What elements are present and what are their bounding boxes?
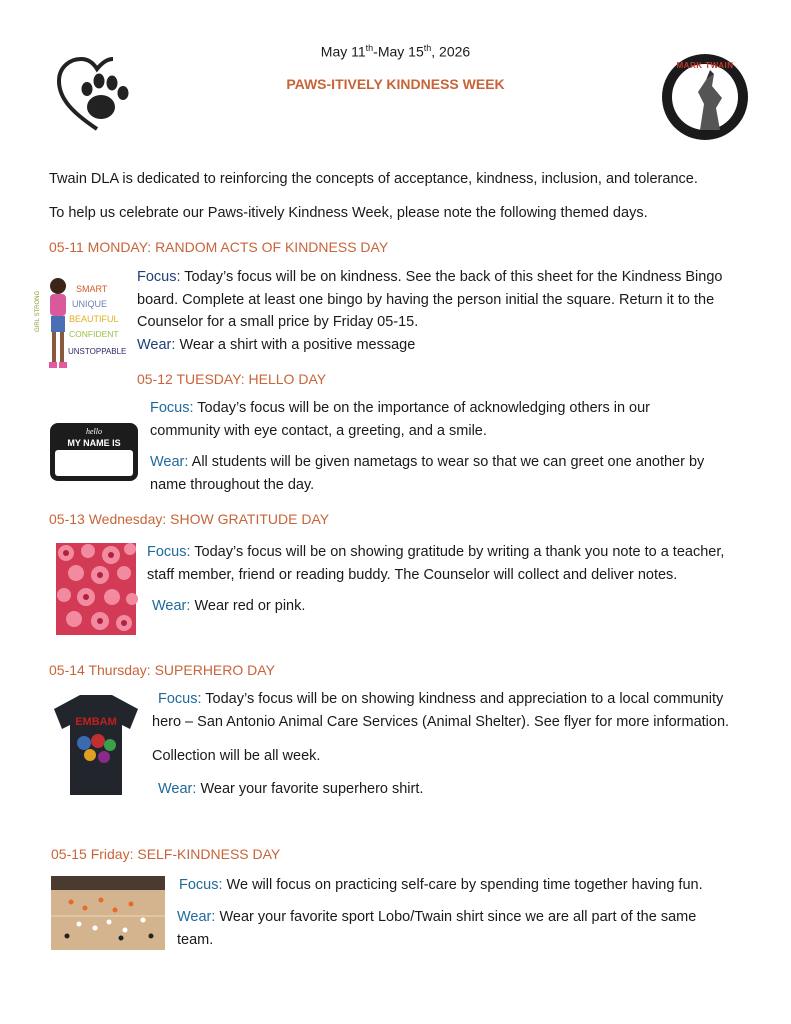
intro-line-1: Twain DLA is dedicated to reinforcing the concepts of acceptance, kindness, inclusion, and tolerance. xyxy=(49,171,698,187)
friday-wear: Wear: Wear your favorite sport Lobo/Twain shirt since we are all part of the same team. xyxy=(177,909,697,948)
wear-label: Wear: xyxy=(137,336,176,353)
wednesday-wear: Wear: Wear red or pink. xyxy=(152,598,306,614)
page-title: PAWS-ITIVELY KINDNESS WEEK xyxy=(286,76,505,92)
roses-image xyxy=(56,543,136,635)
name-tag-image xyxy=(49,422,139,482)
image-word: GIRL STRONG xyxy=(35,290,41,332)
wear-label: Wear: xyxy=(152,598,191,614)
gym-photo-image xyxy=(51,876,165,950)
date-range: May 11th-May 15th, 2026 xyxy=(320,43,471,60)
day-heading-wednesday: 05-13 Wednesday: SHOW GRATITUDE DAY xyxy=(49,511,330,527)
superhero-shirt-image xyxy=(50,693,142,797)
logo-text: MARK TWAIN xyxy=(676,61,734,70)
thursday-extra: Collection will be all week. xyxy=(152,748,321,764)
tuesday-focus: Focus: Today’s focus will be on the importance of acknowledging others in our community with eye contact, a greeting, and a smile. xyxy=(150,400,651,439)
tag-name: MY NAME IS xyxy=(67,438,121,448)
focus-label: Focus: xyxy=(150,400,194,416)
day-heading-friday: 05-15 Friday: SELF-KINDNESS DAY xyxy=(51,846,281,862)
image-word: UNSTOPPABLE xyxy=(68,347,127,356)
tag-hello: hello xyxy=(86,427,102,436)
school-logo xyxy=(660,52,750,142)
positive-message-image xyxy=(36,272,128,374)
tuesday-wear: Wear: All students will be given nametags to wear so that we can greet one another by name throughout the day. xyxy=(150,454,705,493)
day-heading-thursday: 05-14 Thursday: SUPERHERO DAY xyxy=(49,662,275,678)
image-word: BEAUTIFUL xyxy=(69,314,119,324)
focus-label: Focus: xyxy=(179,877,223,893)
day-heading-tuesday: 05-12 TUESDAY: HELLO DAY xyxy=(137,371,327,387)
shirt-text: EMBAM xyxy=(75,716,117,728)
heart-paw-icon xyxy=(55,55,139,135)
focus-label: Focus: xyxy=(137,269,181,285)
wednesday-focus: Focus: Today’s focus will be on showing gratitude by writing a thank you note to a teacher, staff member, friend or reading buddy. The Counselor will collect and deliver notes. xyxy=(147,544,725,583)
friday-focus: Focus: We will focus on practicing self-care by spending time together having fun. xyxy=(179,877,703,893)
wear-label: Wear: xyxy=(158,781,197,797)
image-word: CONFIDENT xyxy=(69,329,119,339)
intro-line-2: To help us celebrate our Paws-itively Kindness Week, please note the following themed days. xyxy=(49,205,648,221)
image-word: UNIQUE xyxy=(72,299,108,309)
day-heading-monday: 05-11 MONDAY: RANDOM ACTS OF KINDNESS DAY xyxy=(49,239,389,255)
monday-focus: Focus: Today’s focus will be on kindness. See the back of this sheet for the Kindness Bingo board. Complete at least one bingo by having the person initial the square. Return it to the Counselor for a small price by Friday 05-15. Wear: Wear a shirt with a positive message xyxy=(137,269,723,353)
thursday-focus: Focus: Today’s focus will be on showing kindness and appreciation to a local community hero – San Antonio Animal Care Services (Animal Shelter). See flyer for more information. xyxy=(152,691,730,730)
focus-label: Focus: xyxy=(147,544,191,560)
thursday-wear: Wear: Wear your favorite superhero shirt. xyxy=(158,781,424,797)
wear-label: Wear: xyxy=(150,454,189,470)
wear-label: Wear: xyxy=(177,909,216,925)
image-word: SMART xyxy=(76,284,108,294)
focus-label: Focus: xyxy=(158,691,202,707)
